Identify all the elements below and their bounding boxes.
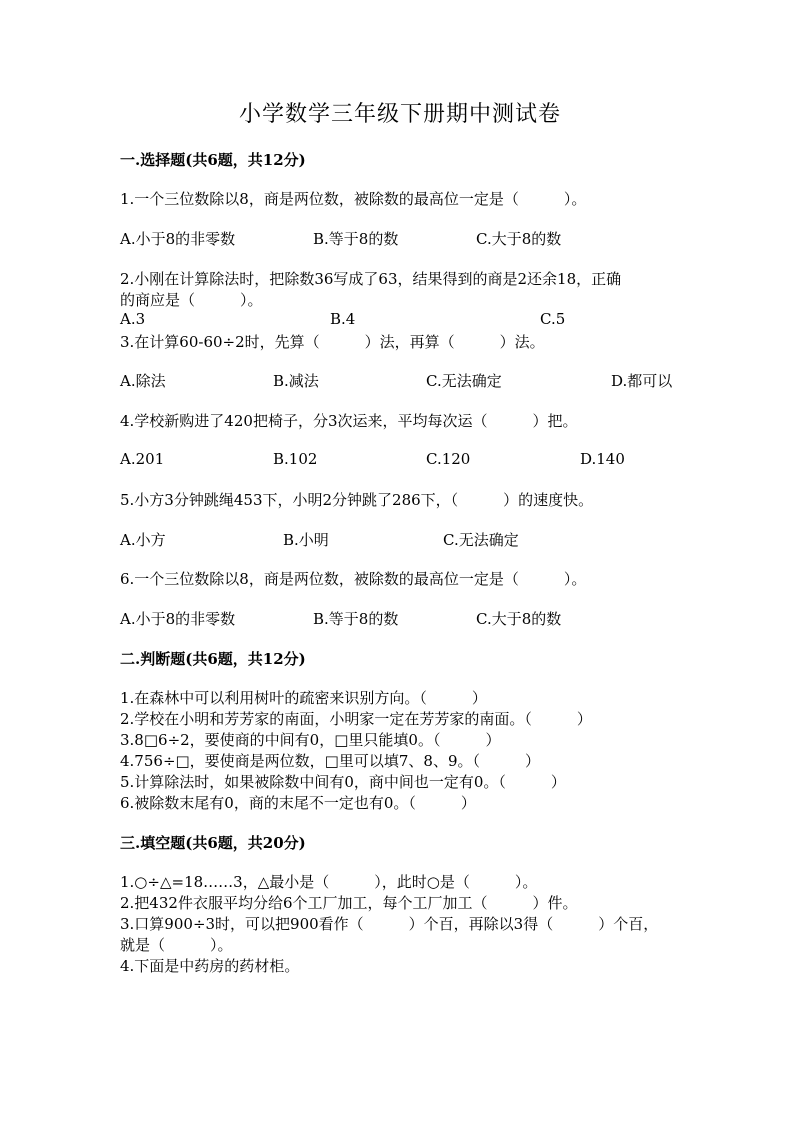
question-3-text: 3.在计算60-60÷2时，先算（ ）法，再算（ ）法。 <box>120 333 545 351</box>
question-4-text: 4.学校新购进了420把椅子，分3次运来，平均每次运（ ）把。 <box>120 412 578 430</box>
page-title: 小学数学三年级下册期中测试卷 <box>238 102 561 127</box>
question-1-option-b: B.等于8的数 <box>313 230 399 248</box>
question-6-option-b: B.等于8的数 <box>313 610 399 628</box>
fill-in-item-continuation: 就是（ ）。 <box>120 936 233 954</box>
question-6-option-a: A.小于8的非零数 <box>120 610 236 628</box>
question-2-option-a: A.3 <box>120 310 146 328</box>
question-5-option-a: A.小方 <box>120 531 166 549</box>
section-heading-choice: 一.选择题(共6题，共12分) <box>120 151 306 169</box>
question-4-option-d: D.140 <box>580 450 625 468</box>
judgement-item: 1.在森林中可以利用树叶的疏密来识别方向。（ ） <box>120 689 487 707</box>
section-heading-fill-in: 三.填空题(共6题，共20分) <box>120 834 306 852</box>
question-1-option-c: C.大于8的数 <box>476 230 562 248</box>
question-1-text: 1.一个三位数除以8，商是两位数，被除数的最高位一定是（ ）。 <box>120 190 587 208</box>
judgement-item: 2.学校在小明和芳芳家的南面，小明家一定在芳芳家的南面。（ ） <box>120 710 592 728</box>
question-2-option-b: B.4 <box>330 310 356 328</box>
question-5-option-b: B.小明 <box>283 531 329 549</box>
question-3-option-a: A.除法 <box>120 372 166 390</box>
fill-in-item: 2.把432件衣服平均分给6个工厂加工，每个工厂加工（ ）件。 <box>120 894 578 912</box>
question-4-option-b: B.102 <box>273 450 318 468</box>
question-5-text: 5.小方3分钟跳绳453下，小明2分钟跳了286下，（ ）的速度快。 <box>120 491 594 509</box>
question-6-option-c: C.大于8的数 <box>476 610 562 628</box>
question-3-option-c: C.无法确定 <box>426 372 502 390</box>
section-heading-judgement: 二.判断题(共6题，共12分) <box>120 650 306 668</box>
question-2-text-line1: 2.小刚在计算除法时，把除数36写成了63，结果得到的商是2还余18，正确 <box>120 270 622 288</box>
question-4-option-c: C.120 <box>426 450 471 468</box>
judgement-item: 4.756÷□，要使商是两位数，□里可以填7、8、9。（ ） <box>120 752 540 770</box>
question-4-option-a: A.201 <box>120 450 165 468</box>
question-2-option-c: C.5 <box>540 310 566 328</box>
question-6-text: 6.一个三位数除以8，商是两位数，被除数的最高位一定是（ ）。 <box>120 570 587 588</box>
question-3-option-d: D.都可以 <box>611 372 673 390</box>
judgement-item: 3.8□6÷2，要使商的中间有0，□里只能填0。（ ） <box>120 731 501 749</box>
question-2-text-line2: 的商应是（ ）。 <box>120 291 263 309</box>
question-5-option-c: C.无法确定 <box>443 531 519 549</box>
question-3-option-b: B.减法 <box>273 372 319 390</box>
judgement-item: 6.被除数末尾有0，商的末尾不一定也有0。（ ） <box>120 794 476 812</box>
fill-in-item: 4.下面是中药房的药材柜。 <box>120 957 300 975</box>
fill-in-item: 3.口算900÷3时，可以把900看作（ ）个百，再除以3得（ ）个百， <box>120 915 659 933</box>
question-1-option-a: A.小于8的非零数 <box>120 230 236 248</box>
fill-in-item: 1.○÷△=18……3，△最小是（ ），此时○是（ ）。 <box>120 873 538 891</box>
judgement-item: 5.计算除法时，如果被除数中间有0，商中间也一定有0。（ ） <box>120 773 566 791</box>
